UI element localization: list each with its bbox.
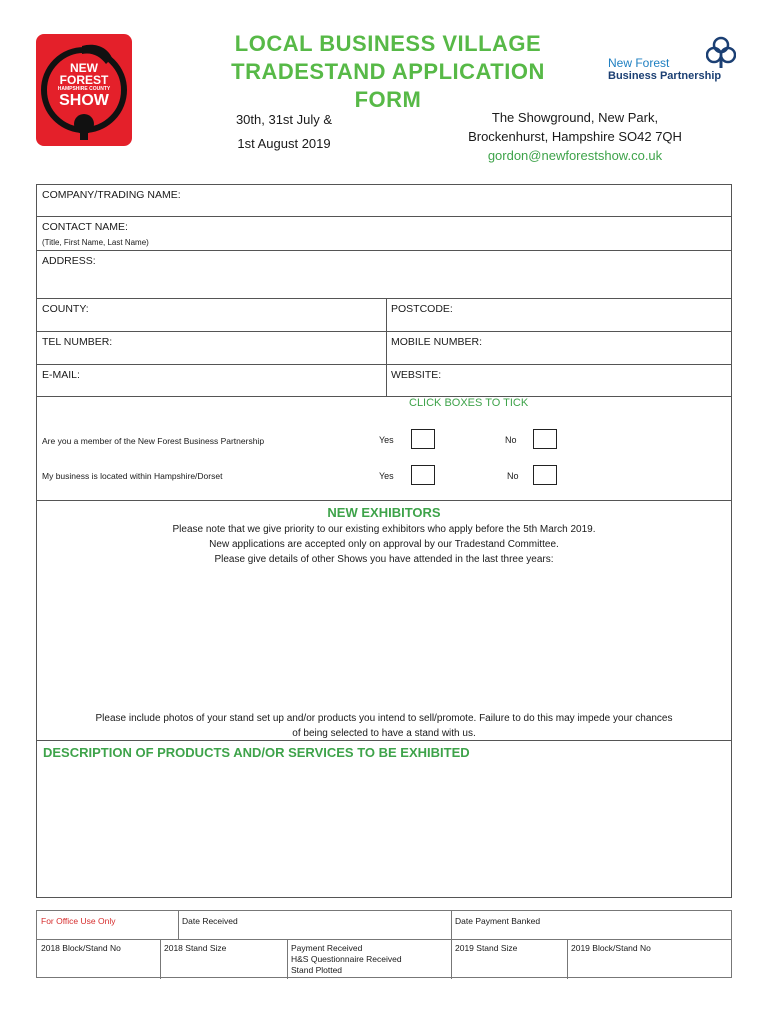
address-line-1: The Showground, New Park, [491,110,659,125]
size-2019-label: 2019 Stand Size [455,943,518,953]
member-yes-label: Yes [379,435,394,445]
stand-plotted-label: Stand Plotted [291,965,343,975]
title-line-2: TRADESTAND APPLICATION [231,59,545,84]
hs-received-label: H&S Questionnaire Received [291,954,402,964]
contact-label: CONTACT NAME: [42,221,128,233]
address-line-2: Brockenhurst, Hampshire SO42 7QH [468,129,682,144]
tel-mobile-row [37,332,731,365]
address-field[interactable] [37,251,731,299]
email-website-row [37,365,731,397]
contact-sublabel: (Title, First Name, Last Name) [42,238,149,247]
tick-heading: CLICK BOXES TO TICK [409,397,529,409]
website-label: WEBSITE: [391,369,442,381]
logo-text-show: SHOW [59,92,109,109]
show-address [440,108,710,165]
new-exhibitors-title: NEW EXHIBITORS [327,505,441,520]
location-yes-label: Yes [379,471,394,481]
date-line-2: 1st August 2019 [237,136,331,151]
location-no-checkbox[interactable] [533,465,557,485]
description-section[interactable] [37,741,731,897]
application-form [36,184,732,898]
photo-note [37,711,731,741]
email-label: E-MAIL: [42,369,80,381]
partner-name-2: Business Partnership [608,70,722,82]
note-line-2: New applications are accepted only on approval by our Tradestand Committee. [209,539,559,550]
mobile-label: MOBILE NUMBER: [391,336,483,348]
member-no-label: No [505,435,517,445]
tick-section [37,397,731,501]
company-field[interactable] [37,185,731,217]
photo-line-1: Please include photos of your stand set up and/or products you intend to sell/promote. Failure to do this may impede your chances [95,713,673,724]
form-title [188,30,588,114]
partner-name-1: New Forest [608,56,670,70]
new-exhibitors-section[interactable] [37,501,731,741]
tel-label: TEL NUMBER: [42,336,113,348]
date-payment-label: Date Payment Banked [455,916,541,926]
show-logo [36,34,132,146]
contact-email-link[interactable]: gordon@newforestshow.co.uk [487,148,663,163]
size-2018-label: 2018 Stand Size [164,943,227,953]
question-member: Are you a member of the New Forest Business Partnership [42,436,265,446]
office-use-label: For Office Use Only [41,916,116,926]
note-line-1: Please note that we give priority to our existing exhibitors who apply before the 5th March 2019. [172,524,596,535]
office-received-list [291,943,402,976]
block-2019-label: 2019 Block/Stand No [571,943,651,953]
block-2018-label: 2018 Block/Stand No [41,943,121,953]
address-label: ADDRESS: [42,255,96,267]
member-yes-checkbox[interactable] [411,429,435,449]
title-line-1: LOCAL BUSINESS VILLAGE [234,31,542,56]
date-line-1: 30th, 31st July & [235,112,333,127]
title-line-3: FORM [354,87,422,112]
location-yes-checkbox[interactable] [411,465,435,485]
office-use-table [36,910,732,978]
question-location: My business is located within Hampshire/Dorset [42,471,223,481]
payment-received-label: Payment Received [291,943,363,953]
company-label: COMPANY/TRADING NAME: [42,189,181,201]
county-postcode-row [37,299,731,332]
photo-line-2: of being selected to have a stand with us. [292,728,476,739]
county-label: COUNTY: [42,303,89,315]
logo-text-forest: FOREST [59,73,109,87]
date-received-label: Date Received [182,916,238,926]
logo-text-new: NEW [70,61,98,75]
new-exhibitors-note [37,522,731,567]
description-title: DESCRIPTION OF PRODUCTS AND/OR SERVICES TO BE EXHIBITED [43,745,470,760]
note-line-3: Please give details of other Shows you have attended in the last three years: [214,554,554,565]
partner-logo [606,36,736,84]
logo-text-county: HAMPSHIRE COUNTY [57,86,111,92]
show-dates [204,108,364,156]
contact-field[interactable] [37,217,731,251]
tree-icon [706,36,736,68]
postcode-label: POSTCODE: [391,303,453,315]
member-no-checkbox[interactable] [533,429,557,449]
location-no-label: No [507,471,519,481]
